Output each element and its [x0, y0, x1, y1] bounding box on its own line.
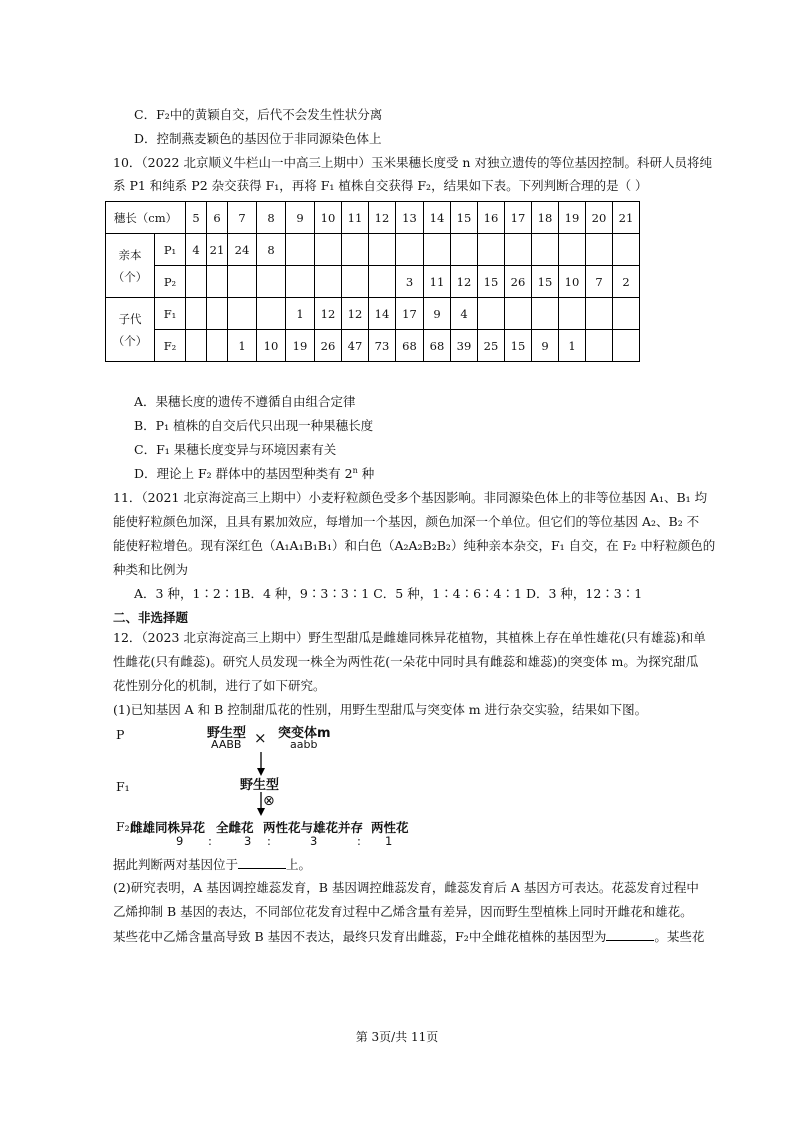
table-row-f1: 子代 （个） F₁ 1 12 12 14 17 9 4 — [106, 298, 640, 330]
q12-line3: 花性别分化的机制，进行了如下研究。 — [113, 678, 326, 693]
section-header: 二、非选择题 — [113, 610, 189, 625]
length-cell: 19 — [559, 202, 586, 234]
mutant-genotype: aabb — [290, 738, 318, 751]
f2-label: F₂ — [116, 819, 130, 834]
length-cell: 9 — [286, 202, 315, 234]
ratio-1: 9 — [176, 834, 184, 848]
q12-part1: (1)已知基因 A 和 B 控制甜瓜花的性别，用野生型甜瓜与突变体 m 进行杂交实验，结果如下图。 — [113, 702, 648, 717]
q9-option-d: D．控制燕麦颖色的基因位于非同源染色体上 — [134, 131, 382, 146]
f1-label: F₁ — [116, 779, 130, 794]
f2-type-2: 全雌花 — [216, 820, 254, 835]
q10-option-d: D．理论上 F₂ 群体中的基因型种类有 2$^n$ 种 — [134, 465, 375, 481]
cross-symbol: × — [254, 729, 267, 747]
length-cell: 8 — [257, 202, 286, 234]
q12-part2-line3: 某些花中乙烯含量高导致 B 基因不表达，最终只发育出雌蕊，F₂中全雌花植株的基因型为 。某些花 — [113, 929, 705, 944]
length-cell: 5 — [186, 202, 207, 234]
q12-line1: 12．（2023 北京海淀高三上期中）野生型甜瓜是雌雄同株异花植物，其植株上存在单性雄花(只有雄蕊)和单 — [113, 630, 706, 645]
table-row-p1: 亲本 （个） P₁ 4 21 24 8 — [106, 234, 640, 266]
length-cell: 21 — [613, 202, 640, 234]
length-cell: 18 — [532, 202, 559, 234]
length-cell: 7 — [228, 202, 257, 234]
f1-phenotype: 野生型 — [240, 778, 280, 793]
f2-type-3: 两性花与雄花并存 — [263, 820, 364, 835]
q12-line2: 性雌花(只有雌蕊)。研究人员发现一株全为两性花(一朵花中同时具有雌蕊和雄蕊)的突变体 m。为探究甜瓜 — [113, 654, 699, 669]
wild-type-label: 野生型 — [207, 726, 247, 741]
mutant-label: 突变体m — [278, 726, 331, 741]
q10-option-a: A．果穗长度的遗传不遵循自由组合定律 — [134, 394, 356, 409]
p-label: P — [116, 727, 125, 742]
length-cell: 10 — [315, 202, 342, 234]
length-cell: 17 — [505, 202, 532, 234]
ratio-4: 1 — [385, 834, 393, 848]
row-name: P₁ — [155, 234, 186, 266]
q11-line3: 能使籽粒增色。现有深红色（A₁A₁B₁B₁）和白色（A₂A₂B₂B₂）纯种亲本杂交，F₁ 自交，在 F₂ 中籽粒颜色的 — [113, 538, 716, 553]
length-cell: 13 — [396, 202, 424, 234]
length-cell: 15 — [451, 202, 478, 234]
q11-line2: 能使籽粒颜色加深，且具有累加效应，每增加一个基因，颜色加深一个单位。但它们的等位基因 A₂、B₂ 不 — [113, 514, 700, 529]
answer-blank[interactable] — [238, 856, 286, 869]
q10-stem-line2: 系 P1 和纯系 P2 杂交获得 F₁，再将 F₁ 植株自交获得 F₂，结果如下表。下列判断合理的是（ ） — [113, 178, 648, 193]
q10-option-b: B．P₁ 植株的自交后代只出现一种果穗长度 — [134, 418, 374, 433]
ratio-colon: : — [267, 834, 271, 848]
answer-blank[interactable] — [606, 928, 654, 941]
length-cell: 11 — [342, 202, 369, 234]
length-cell: 16 — [478, 202, 505, 234]
table-row-p2: P₂ 3 11 12 15 26 15 10 7 2 — [106, 266, 640, 298]
q9-option-c: C．F₂中的黄颖自交，后代不会发生性状分离 — [134, 107, 383, 122]
q12-part1-question: 据此判断两对基因位于 上。 — [113, 857, 312, 872]
row-name: F₂ — [155, 330, 186, 362]
row-name: F₁ — [155, 298, 186, 330]
q10-option-c: C．F₁ 果穗长度变异与环境因素有关 — [134, 442, 337, 457]
q10-stem-line1: 10．（2022 北京顺义牛栏山一中高三上期中）玉米果穗长度受 n 对独立遗传的等位基因控制。科研人员将纯 — [113, 155, 712, 170]
ratio-colon: : — [357, 834, 361, 848]
f2-type-4: 两性花 — [371, 820, 409, 835]
f2-type-1: 雌雄同株异花 — [130, 820, 206, 835]
length-cell: 20 — [586, 202, 613, 234]
self-cross-icon: ⊗ — [263, 793, 275, 809]
parent-label: 亲本 （个） — [106, 234, 155, 298]
q12-part2-line1: (2)研究表明，A 基因调控雄蕊发育，B 基因调控雌蕊发育，雌蕊发育后 A 基因方可表达。花蕊发育过程中 — [113, 880, 699, 895]
q11-line4: 种类和比例为 — [113, 562, 189, 577]
length-cell: 6 — [207, 202, 228, 234]
q12-part2-line2: 乙烯抑制 B 基因的表达，不同部位花发育过程中乙烯含量有差异，因而野生型植株上同时开雌花和雄花。 — [113, 904, 693, 919]
wild-genotype: AABB — [211, 738, 242, 751]
ratio-2: 3 — [244, 834, 252, 848]
length-cell: 12 — [369, 202, 396, 234]
row-name: P₂ — [155, 266, 186, 298]
q11-line1: 11．（2021 北京海淀高三上期中）小麦籽粒颜色受多个基因影响。非同源染色体上的非等位基因 A₁、B₁ 均 — [113, 490, 708, 505]
length-cell: 14 — [424, 202, 451, 234]
ratio-3: 3 — [310, 834, 318, 848]
ratio-colon: : — [208, 834, 212, 848]
ear-length-table — [105, 201, 640, 362]
page-footer: 第 3页/共 11页 — [355, 1030, 439, 1044]
table-row-f2: F₂ 1 10 19 26 47 73 68 68 39 25 15 9 1 — [106, 330, 640, 362]
q11-options: A．3 种，1∶2∶1B．4 种，9∶3∶3∶1 C．5 种，1∶4∶6∶4∶1 D．3 种，12∶3∶1 — [134, 586, 643, 601]
offspring-label: 子代 （个） — [106, 298, 155, 362]
table-header-label: 穗长（cm） — [106, 202, 186, 234]
